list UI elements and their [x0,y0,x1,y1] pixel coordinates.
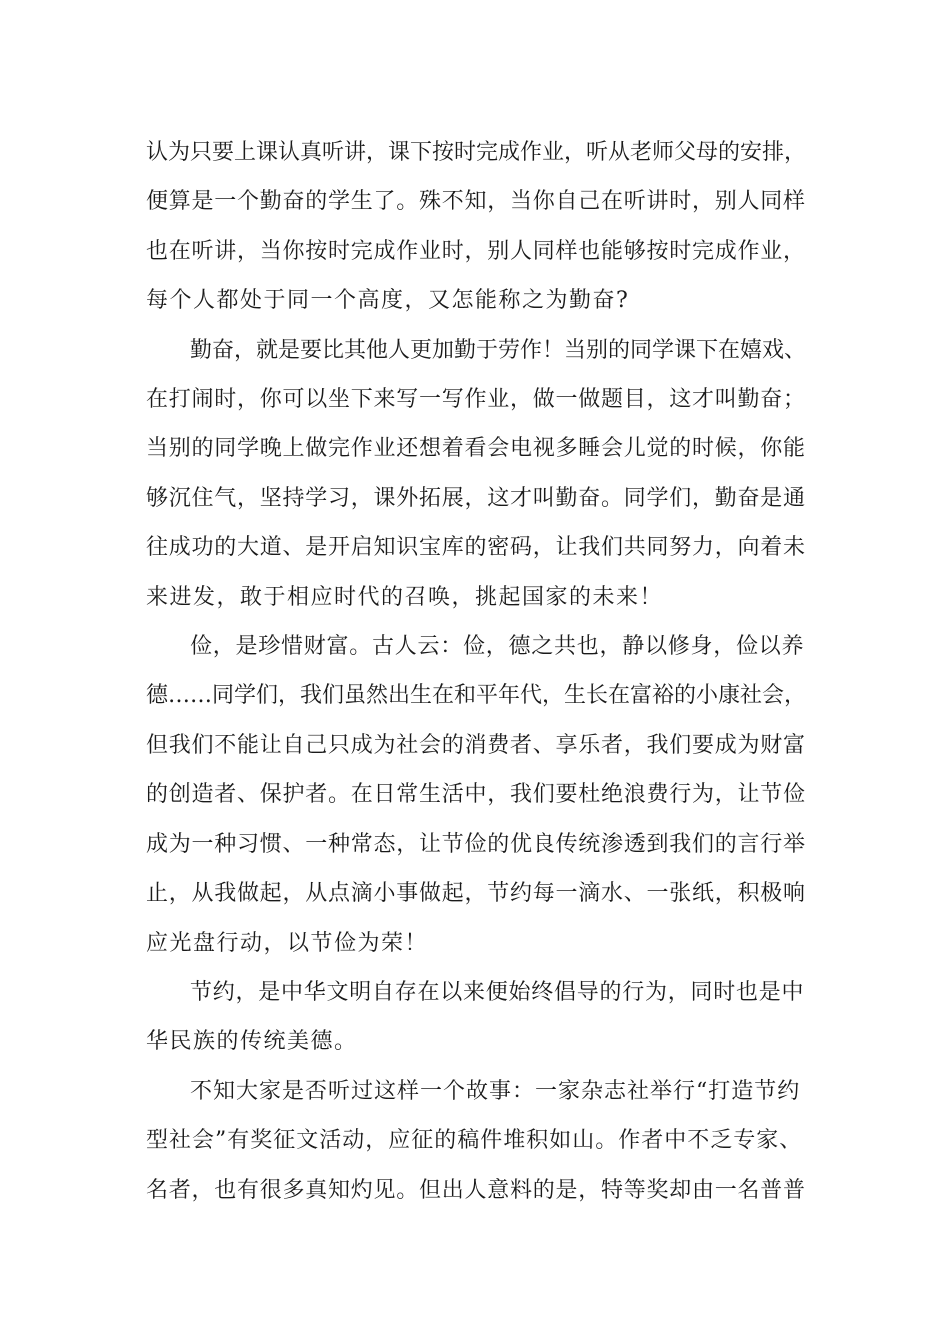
paragraph-diligence-definition [146,326,806,622]
paragraph-frugality [146,622,806,968]
paragraph-diligence-continued [146,128,806,326]
paragraph-story [146,1067,806,1215]
text-line: 认为只要上课认真听讲，课下按时完成作业，听从老师父母的安排， [146,140,807,165]
text-line: 也在听讲，当你按时完成作业时，别人同样也能够按时完成作业， [146,238,806,264]
text-line: 德……同学们，我们虽然出生在和平年代，生长在富裕的小康社会， [146,683,807,709]
text-line: 不知大家是否听过这样一个故事：一家杂志社举行“打造节约 [190,1078,801,1104]
text-line: 当别的同学晚上做完作业还想着看会电视多睡会儿觉的时候，你能 [146,436,806,462]
paragraph-thrift-virtue [146,968,806,1067]
text-line: 型社会”有奖征文活动，应征的稿件堆积如山。作者中不乏专家、 [146,1128,803,1154]
text-line: 的创造者、保护者。在日常生活中，我们要杜绝浪费行为，让节俭 [146,782,806,808]
text-line: 每个人都处于同一个高度，又怎能称之为勤奋? [146,288,630,314]
document-body [146,128,806,1215]
text-line: 止，从我做起，从点滴小事做起，节约每一滴水、一张纸，积极响 [146,881,806,907]
text-line: 但我们不能让自己只成为社会的消费者、享乐者，我们要成为财富 [146,732,806,758]
text-line: 俭，是珍惜财富。古人云：俭，德之共也，静以修身，俭以养 [190,634,805,660]
text-line: 名者，也有很多真知灼见。但出人意料的是，特等奖却由一名普普 [146,1177,806,1203]
text-line: 来进发，敢于相应时代的召唤，挑起国家的未来！ [146,584,664,610]
text-line: 在打闹时，你可以坐下来写一写作业，做一做题目，这才叫勤奋； [146,387,806,413]
text-line: 节约，是中华文明自存在以来便始终倡导的行为，同时也是中 [190,979,805,1005]
text-line: 够沉住气，坚持学习，课外拓展，这才叫勤奋。同学们，勤奋是通 [146,485,806,511]
text-line: 应光盘行动，以节俭为荣！ [146,930,429,956]
text-line: 往成功的大道、是开启知识宝库的密码，让我们共同努力，向着未 [146,535,806,561]
text-line: 便算是一个勤奋的学生了。殊不知，当你自己在听讲时，别人同样 [146,189,806,215]
text-line: 华民族的传统美德。 [146,1029,358,1055]
text-line: 勤奋，就是要比其他人更加勤于劳作！当别的同学课下在嬉戏、 [190,337,807,363]
text-line: 成为一种习惯、一种常态，让节俭的优良传统渗透到我们的言行举 [146,831,806,857]
